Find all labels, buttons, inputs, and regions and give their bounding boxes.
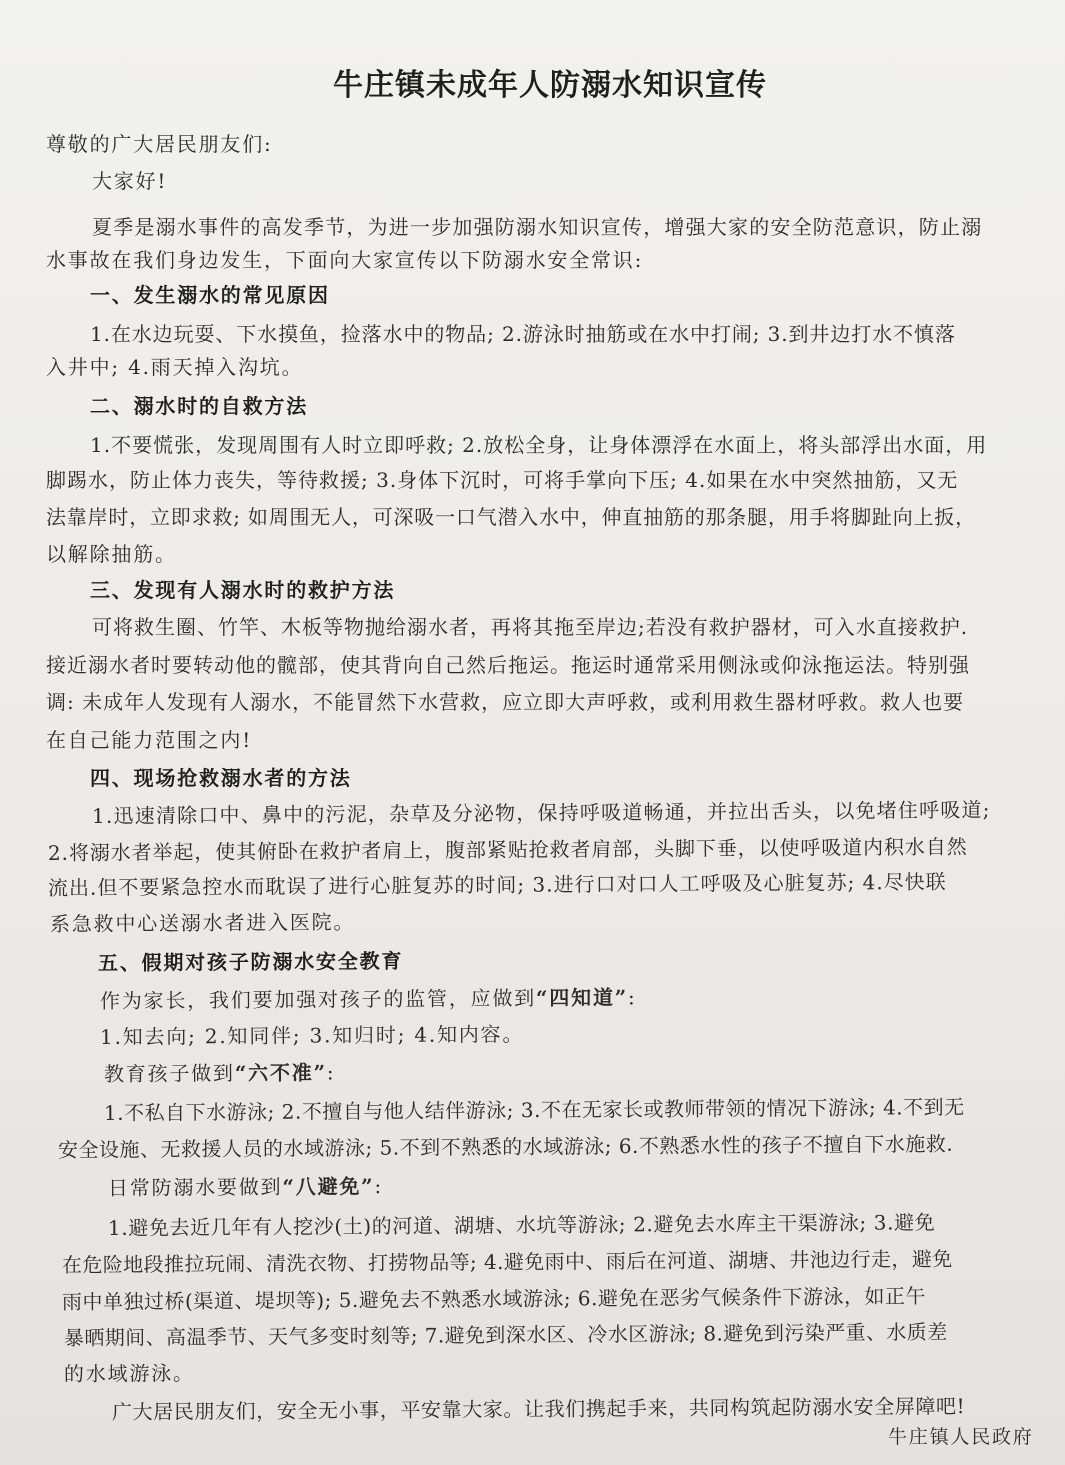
eight-avoid-label: “八避免” [282,1174,375,1199]
section-5-avoid-line-3: 雨中单独过桥(渠道、堤坝等); 5.避免去不熟悉水域游泳; 6.避免在恶劣气候条件下游泳，如正午 [61,1283,927,1314]
section-3-heading: 三、发现有人溺水时的救护方法 [90,578,396,602]
section-5-daily-colon: : [374,1174,384,1199]
section-5-avoid-line-4: 暴晒期间、高温季节、天气多变时刻等; 7.避免到深水区、冷水区游泳; 8.避免到污染严重、水质差 [63,1319,948,1350]
signature: 牛庄镇人民政府 [888,1426,1034,1448]
section-2-para-line-1: 1.不要慌张，发现周围有人时立即呼救; 2.放松全身，让身体漂浮在水面上，将头部浮出水面，用 [90,433,988,457]
greeting: 大家好! [92,169,168,193]
section-5-know-list: 1.知去向; 2.知同伴; 3.知归时; 4.知内容。 [99,1022,525,1049]
section-2-para-line-3: 法靠岸时，立即求救; 如周围无人，可深吸一口气潜入水中，伸直抽筋的那条腿，用手将脚趾向上扳， [46,505,976,529]
section-4-para-line-2: 2.将溺水者举起，使其俯卧在救护者肩上，腹部紧贴抢救者肩部，头脚下垂，以使呼吸道内积水自然 [47,834,968,865]
section-1-para-line-1: 1.在水边玩耍、下水摸鱼，捡落水中的物品; 2.游泳时抽筋或在水中打闹; 3.到井边打水不慎落 [90,322,956,346]
section-3-para-line-1: 可将救生圈、竹竿、木板等物抛给溺水者，再将其拖至岸边;若没有救护器材，可入水直接救护. [92,615,969,639]
section-3-para-line-4: 在自己能力范围之内! [46,728,253,752]
section-5-avoid-line-2: 在危险地段推拉玩闹、清洗衣物、打捞物品等; 4.避免雨中、雨后在河道、湖塘、井池边行走，避免 [61,1246,953,1277]
section-2-para-line-2: 脚踢水，防止体力丧失，等待救援; 3.身体下沉时，可将手掌向下压; 4.如果在水中突然抽筋，又无 [46,468,959,492]
section-5-parent-line [100,981,637,1014]
section-5-teach-text: 教育孩子做到 [103,1061,235,1086]
section-5-daily-line [108,1170,383,1201]
section-4-para-line-1: 1.迅速清除口中、鼻中的污泥，杂草及分泌物，保持呼吸道畅通，并拉出舌头，以免堵住呼吸道; [91,797,991,828]
section-2-heading: 二、溺水时的自救方法 [90,394,308,418]
section-5-parent-text: 作为家长，我们要加强对孩子的监管，应做到 [99,985,537,1013]
section-5-avoid-line-5: 的水域游泳。 [63,1361,195,1386]
section-1-para-line-2: 入井中; 4.雨天掉入沟坑。 [46,355,304,379]
section-3-para-line-3: 调: 未成年人发现有人溺水，不能冒然下水营救，应立即大声呼救，或利用救生器材呼救。救人也要 [46,690,965,714]
page-title: 牛庄镇未成年人防溺水知识宣传 [333,68,767,103]
closing-line: 广大居民朋友们，安全无小事，平安靠大家。让我们携起手来，共同构筑起防溺水安全屏障吧! [111,1394,966,1424]
section-4-para-line-3: 流出.但不要紧急控水而耽误了进行心脏复苏的时间; 3.进行口对口人工呼吸及心脏复苏; 4.尽快联 [47,869,947,900]
section-4-para-line-4: 系急救中心送溺水者进入医院。 [49,909,356,936]
intro-line-1: 夏季是溺水事件的高发季节，为进一步加强防溺水知识宣传，增强大家的安全防范意识，防止溺 [92,215,983,239]
section-5-six-no-line-2: 安全设施、无救援人员的水域游泳; 5.不到不熟悉的水域游泳; 6.不熟悉水性的孩子不擅自下水施救. [57,1131,954,1162]
section-5-teach-colon: : [326,1060,336,1085]
section-5-daily-text: 日常防溺水要做到 [107,1174,283,1200]
section-4-heading: 四、现场抢救溺水者的方法 [90,766,352,790]
section-5-heading: 五、假期对孩子防溺水安全教育 [97,948,404,975]
salutation: 尊敬的广大居民朋友们: [46,132,273,156]
section-1-heading: 一、发生溺水的常见原因 [90,283,330,307]
four-know-label: “四知道” [535,985,629,1010]
section-5-avoid-line-1: 1.避免去近几年有人挖沙(土)的河道、湖塘、水坑等游泳; 2.避免去水库主干渠游泳; 3.避免 [107,1210,936,1240]
intro-line-2: 水事故在我们身边发生，下面向大家宣传以下防溺水安全常识: [46,248,644,272]
section-5-teach-line [104,1056,336,1087]
six-no-label: “六不准” [234,1060,327,1086]
section-3-para-line-2: 接近溺水者时要转动他的髋部，使其背向自己然后拖运。拖运时通常采用侧泳或仰泳拖运法。特别强 [46,653,970,677]
section-5-parent-colon: : [627,985,637,1010]
section-5-six-no-line-1: 1.不私自下水游泳; 2.不擅自与他人结伴游泳; 3.不在无家长或教师带领的情况下游泳; 4.不到无 [103,1094,965,1125]
section-2-para-line-4: 以解除抽筋。 [46,542,177,566]
